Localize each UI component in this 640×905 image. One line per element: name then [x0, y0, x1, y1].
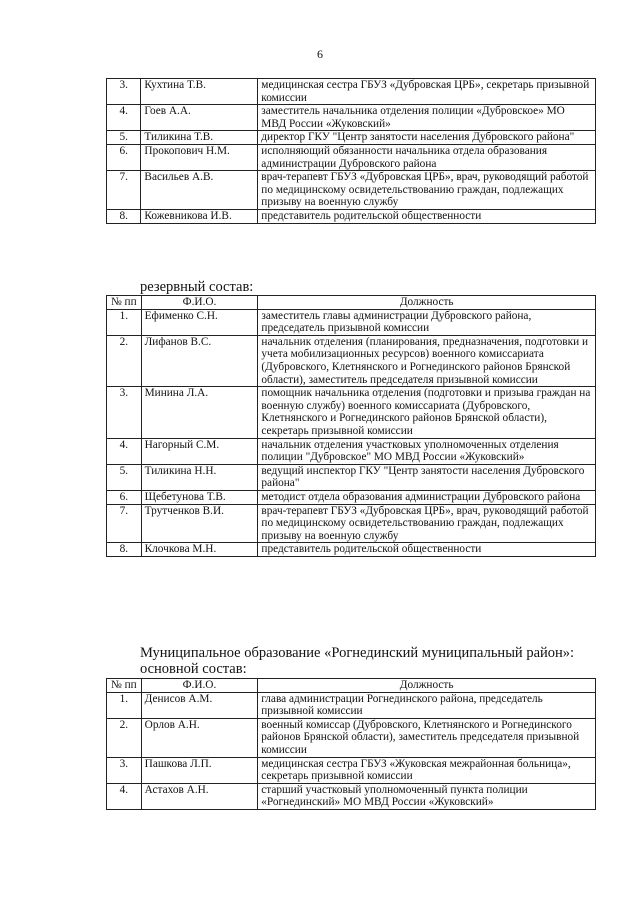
row-name: Орлов А.Н. — [141, 718, 258, 757]
row-position: представитель родительской общественности — [258, 209, 596, 223]
row-number: 7. — [107, 504, 142, 543]
row-position: ведущий инспектор ГКУ "Центр занятости населения Дубровского района" — [258, 464, 596, 490]
table-header-row — [107, 296, 596, 310]
row-number: 2. — [107, 718, 142, 757]
row-position: глава администрации Рогнединского района, председатель призывной комиссии — [258, 692, 596, 718]
row-position: военный комиссар (Дубровского, Клетнянского и Рогнединского районов Брянской области), заместитель председателя призывной комиссии — [258, 718, 596, 757]
row-number: 3. — [107, 757, 142, 783]
table-row — [107, 387, 596, 438]
row-name: Астахов А.Н. — [141, 783, 258, 809]
table-row — [107, 131, 596, 145]
table-row — [107, 504, 596, 543]
table-row — [107, 79, 596, 105]
row-name: Васильев А.В. — [141, 171, 258, 210]
row-position: врач-терапевт ГБУЗ «Дубровская ЦРБ», врач, руководящий работой по медицинскому освидетельствованию граждан, подлежащих призыву на военную службу — [258, 504, 596, 543]
row-name: Прокопович Н.М. — [141, 144, 258, 170]
table-row — [107, 783, 596, 809]
row-number: 6. — [107, 144, 141, 170]
table-row — [107, 692, 596, 718]
row-position: помощник начальника отделения (подготовки и призыва граждан на военную службу) военного комиссариата (Дубровского, Клетнянского и Рогнединского районов Брянской области), секретарь призывной комиссии — [258, 387, 596, 438]
row-name: Пашкова Л.П. — [141, 757, 258, 783]
header-name: Ф.И.О. — [141, 296, 258, 310]
row-number: 4. — [107, 783, 142, 809]
row-number: 3. — [107, 387, 142, 438]
row-name: Кухтина Т.В. — [141, 79, 258, 105]
section-heading-main: основной состав: — [140, 661, 247, 677]
row-number: 1. — [107, 692, 142, 718]
row-name: Тиликина Т.В. — [141, 131, 258, 145]
row-position: представитель родительской общественности — [258, 543, 596, 557]
table-row — [107, 464, 596, 490]
row-position: начальник отделения участковых уполномоченных отделения полиции "Дубровское" МО МВД России «Жуковский» — [258, 438, 596, 464]
table-reserve-composition — [106, 295, 596, 557]
row-position: врач-терапевт ГБУЗ «Дубровская ЦРБ», врач, руководящий работой по медицинскому освидетельствованию граждан, подлежащих призыву на военную службу — [258, 171, 596, 210]
row-name: Кожевникова И.В. — [141, 209, 258, 223]
table-row — [107, 209, 596, 223]
row-number: 4. — [107, 105, 141, 131]
table-header-row — [107, 679, 596, 693]
row-name: Трутченков В.И. — [141, 504, 258, 543]
row-position: методист отдела образования администрации Дубровского района — [258, 490, 596, 504]
table-row — [107, 757, 596, 783]
table-row — [107, 144, 596, 170]
row-name: Щебетунова Т.В. — [141, 490, 258, 504]
row-name: Ефименко С.Н. — [141, 309, 258, 335]
section-heading-reserve: резервный состав: — [140, 279, 254, 295]
table-row — [107, 105, 596, 131]
page-number: 6 — [317, 47, 323, 61]
row-number: 7. — [107, 171, 141, 210]
row-number: 4. — [107, 438, 142, 464]
header-name: Ф.И.О. — [141, 679, 258, 693]
row-position: медицинская сестра ГБУЗ «Дубровская ЦРБ», секретарь призывной комиссии — [258, 79, 596, 105]
table-row — [107, 718, 596, 757]
table-row — [107, 490, 596, 504]
row-name: Клочкова М.Н. — [141, 543, 258, 557]
header-position: Должность — [258, 296, 596, 310]
header-position: Должность — [258, 679, 596, 693]
row-number: 3. — [107, 79, 141, 105]
row-name: Гоев А.А. — [141, 105, 258, 131]
row-position: старший участковый уполномоченный пункта полиции «Рогнединский» МО МВД России «Жуковский» — [258, 783, 596, 809]
table-row — [107, 171, 596, 210]
row-position: исполняющий обязанности начальника отдела образования администрации Дубровского района — [258, 144, 596, 170]
row-number: 2. — [107, 335, 142, 386]
table-row — [107, 309, 596, 335]
table-row — [107, 543, 596, 557]
header-number: № пп — [107, 679, 142, 693]
row-name: Лифанов В.С. — [141, 335, 258, 386]
header-number: № пп — [107, 296, 142, 310]
row-name: Нагорный С.М. — [141, 438, 258, 464]
row-name: Минина Л.А. — [141, 387, 258, 438]
row-number: 1. — [107, 309, 142, 335]
table-row — [107, 335, 596, 386]
row-position: заместитель главы администрации Дубровского района, председатель призывной комиссии — [258, 309, 596, 335]
row-number: 8. — [107, 543, 142, 557]
row-number: 5. — [107, 131, 141, 145]
row-number: 8. — [107, 209, 141, 223]
row-name: Денисов А.М. — [141, 692, 258, 718]
table-rognedino-main-composition — [106, 678, 596, 810]
row-position: директор ГКУ "Центр занятости населения Дубровского района" — [258, 131, 596, 145]
row-position: начальник отделения (планирования, предназначения, подготовки и учета мобилизационных ресурсов) военного комиссариата (Дубровского, Клетнянского и Рогнединского районов Брянской области), заместитель председателя призывной комиссии — [258, 335, 596, 386]
row-number: 6. — [107, 490, 142, 504]
row-number: 5. — [107, 464, 142, 490]
row-position: медицинская сестра ГБУЗ «Жуковская межрайонная больница», секретарь призывной комиссии — [258, 757, 596, 783]
row-name: Тиликина Н.Н. — [141, 464, 258, 490]
row-position: заместитель начальника отделения полиции «Дубровское» МО МВД России «Жуковский» — [258, 105, 596, 131]
table-main-composition-continued — [106, 78, 596, 224]
table-row — [107, 438, 596, 464]
section-heading-municipal: Муниципальное образование «Рогнединский муниципальный район»: — [140, 645, 575, 661]
